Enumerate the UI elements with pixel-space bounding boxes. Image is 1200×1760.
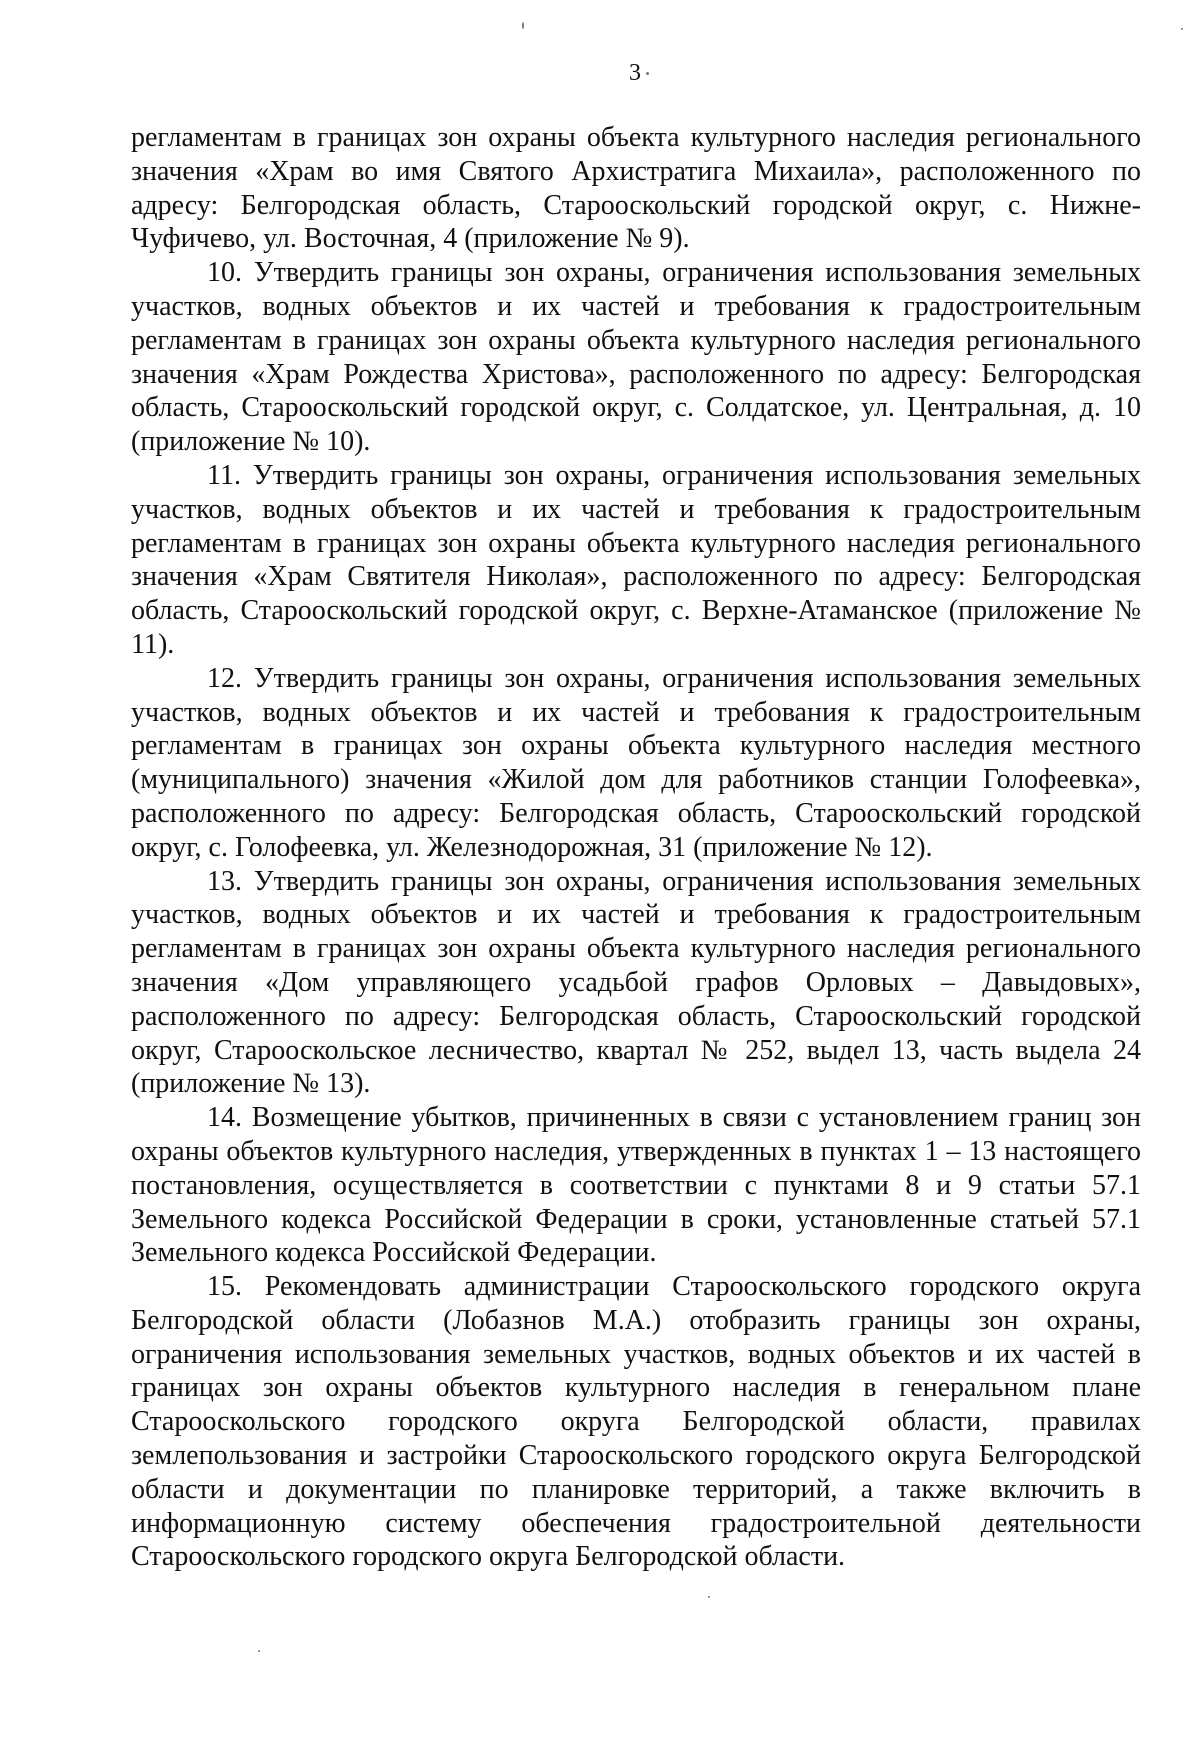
paragraph-item-13: 13. Утвердить границы зон охраны, ограничения использования земельных участков, водных объектов и их частей и требования к градостроительным регламентам в границах зон охраны объекта культурного наследия регионального значения «Дом управляющего усадьбой графов Орловых – Давыдовых», расположенного по адресу: Белгородская область, Старооскольский городской округ, Старооскольское лесничество, квартал № 252, выдел 13, часть выдела 24 (приложение № 13). — [131, 865, 1141, 1100]
paragraph-item-12: 12. Утвердить границы зон охраны, ограничения использования земельных участков, водных объектов и их частей и требования к градостроительным регламентам в границах зон охраны объекта культурного наследия местного (муниципального) значения «Жилой дом для работников станции Голофеевка», расположенного по адресу: Белгородская область, Старооскольский городской округ, с. Голофеевка, ул. Железнодорожная, 31 (приложение № 12). — [131, 662, 1141, 863]
page-number: 3 — [629, 60, 641, 86]
paragraph-item-10: 10. Утвердить границы зон охраны, ограничения использования земельных участков, водных объектов и их частей и требования к градостроительным регламентам в границах зон охраны объекта культурного наследия регионального значения «Храм Рождества Христова», расположенного по адресу: Белгородская область, Старооскольский городской округ, с. Солдатское, ул. Центральная, д. 10 (приложение № 10). — [131, 257, 1141, 458]
paragraph-item-11: 11. Утвердить границы зон охраны, ограничения использования земельных участков, водных объектов и их частей и требования к градостроительным регламентам в границах зон охраны объекта культурного наследия регионального значения «Храм Святителя Николая», расположенного по адресу: Белгородская область, Старооскольский городской округ, с. Верхне-Атаманское (приложение № 11). — [131, 459, 1141, 660]
scan-speck — [522, 22, 524, 29]
scan-speck — [258, 1650, 260, 1652]
scan-speck — [1181, 28, 1183, 30]
paragraph-item-14: 14. Возмещение убытков, причиненных в связи с установлением границ зон охраны объектов культурного наследия, утвержденных в пунктах 1 – 13 настоящего постановления, осуществляется в соответствии с пунктами 8 и 9 статьи 57.1 Земельного кодекса Российской Федерации в сроки, установленные статьей 57.1 Земельного кодекса Российской Федерации. — [131, 1102, 1141, 1269]
paragraph-item-15: 15. Рекомендовать администрации Старооскольского городского округа Белгородской области (Лобазнов М.А.) отобразить границы зон охраны, ограничения использования земельных участков, водных объектов и их частей в границах зон охраны объектов культурного наследия в генеральном плане Старооскольского городского округа Белгородской области, правилах землепользования и застройки Старооскольского городского округа Белгородской области и документации по планировке территорий, а также включить в информационную систему обеспечения градостроительной деятельности Старооскольского городского округа Белгородской области. — [131, 1271, 1141, 1573]
document-body — [131, 121, 1141, 1574]
paragraph-continuation: регламентам в границах зон охраны объекта культурного наследия регионального значения «Храм во имя Святого Архистратига Михаила», расположенного по адресу: Белгородская область, Старооскольский городской округ, с. Нижне-Чуфичево, ул. Восточная, 4 (приложение № 9). — [131, 122, 1141, 255]
scan-speck — [708, 1596, 710, 1598]
scan-speck — [646, 72, 649, 75]
